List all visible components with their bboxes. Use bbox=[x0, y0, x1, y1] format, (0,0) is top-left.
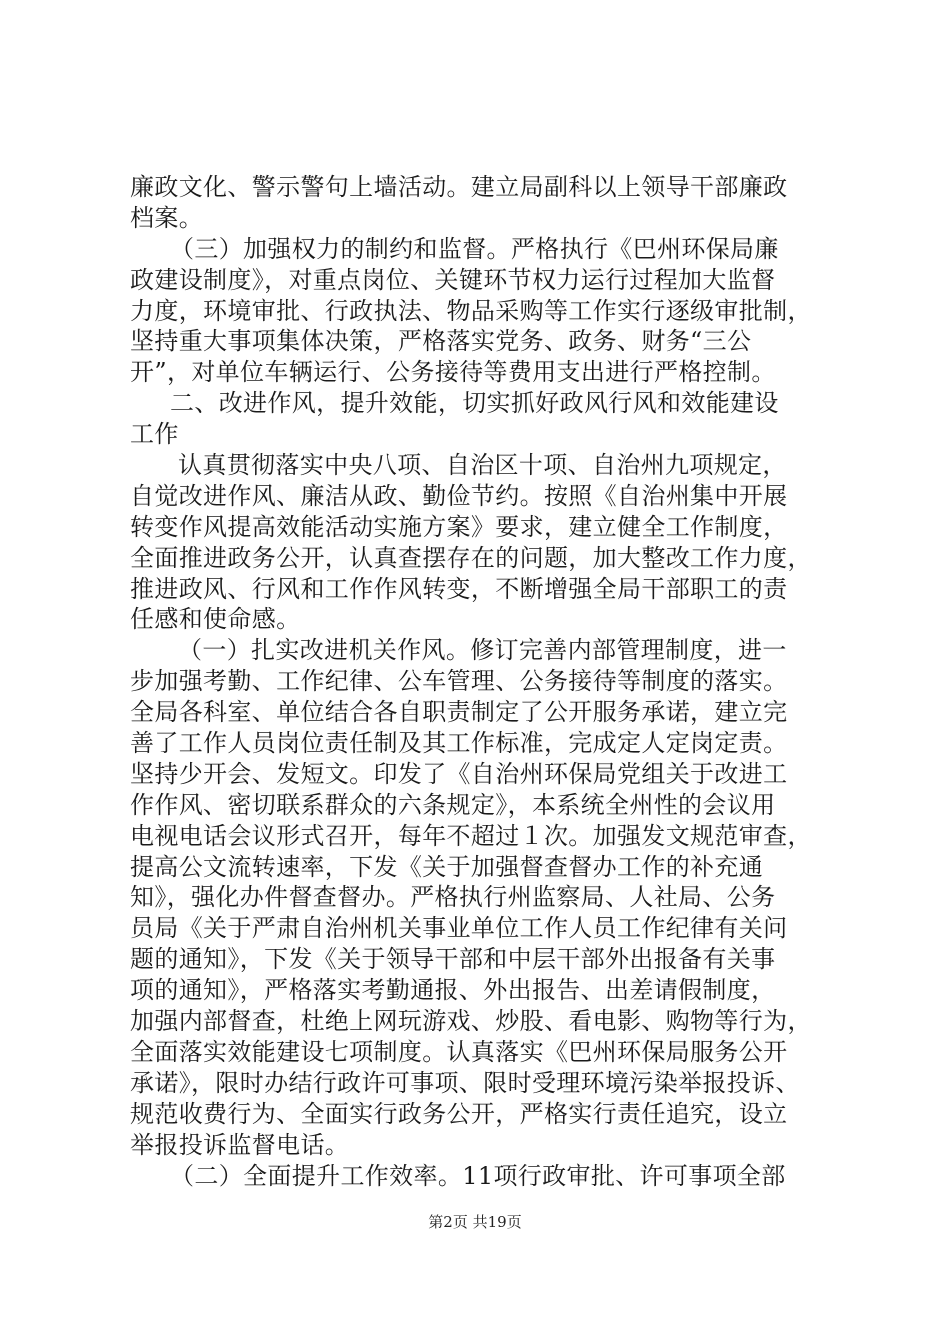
text-line: 档案。 bbox=[130, 203, 204, 232]
text-line: 政建设制度》，对重点岗位、关键环节权力运行过程加大监督 bbox=[130, 265, 776, 294]
text-line: 坚持少开会、发短文。印发了《自治州环保局党组关于改进工 bbox=[130, 759, 788, 788]
text-line: （二）全面提升工作效率。11项行政审批、许可事项全部 bbox=[170, 1161, 786, 1190]
text-line: 步加强考勤、工作纪律、公车管理、公务接待等制度的落实。 bbox=[130, 667, 788, 696]
text-line: 全局各科室、单位结合各自职责制定了公开服务承诺，建立完 bbox=[130, 698, 788, 727]
text-line: 项的通知》，严格落实考勤通报、外出报告、出差请假制度， bbox=[130, 976, 776, 1005]
text-line: 开”，对单位车辆运行、公务接待等费用支出进行严格控制。 bbox=[130, 358, 776, 387]
page-number-footer: 第2页 共19页 bbox=[428, 1213, 522, 1231]
text-line: 转变作风提高效能活动实施方案》要求，建立健全工作制度， bbox=[130, 512, 788, 541]
text-line: 规范收费行为、全面实行政务公开，严格实行责任追究，设立 bbox=[130, 1099, 788, 1128]
text-line: 电视电话会议形式召开，每年不超过１次。加强发文规范审查， bbox=[130, 821, 812, 850]
text-line: 任感和使命感。 bbox=[130, 605, 301, 634]
text-line: （三）加强权力的制约和监督。严格执行《巴州环保局廉 bbox=[170, 234, 779, 263]
text-line: 廉政文化、警示警句上墙活动。建立局副科以上领导干部廉政 bbox=[130, 173, 788, 201]
text-line: （一）扎实改进机关作风。修订完善内部管理制度，进一 bbox=[178, 636, 787, 665]
text-line: 题的通知》，下发《关于领导干部和中层干部外出报备有关事 bbox=[130, 945, 776, 974]
text-line: 认真贯彻落实中央八项、自治区十项、自治州九项规定， bbox=[178, 451, 787, 480]
text-line: 全面推进政务公开，认真查摆存在的问题，加大整改工作力度， bbox=[130, 543, 812, 572]
text-line: 加强内部督查，杜绝上网玩游戏、炒股、看电影、购物等行为， bbox=[130, 1007, 812, 1036]
text-line: 承诺》，限时办结行政许可事项、限时受理环境污染举报投诉、 bbox=[130, 1068, 800, 1097]
text-line: 坚持重大事项集体决策，严格落实党务、政务、财务“三公 bbox=[130, 327, 752, 356]
text-line: 知》，强化办件督查督办。严格执行州监察局、人社局、公务 bbox=[130, 883, 776, 912]
section-heading-line: 工作 bbox=[130, 420, 179, 449]
text-line: 推进政风、行风和工作作风转变，不断增强全局干部职工的责 bbox=[130, 574, 788, 603]
text-line: 全面落实效能建设七项制度。认真落实《巴州环保局服务公开 bbox=[130, 1037, 788, 1066]
text-line: 力度，环境审批、行政执法、物品采购等工作实行逐级审批制， bbox=[130, 296, 812, 325]
text-line: 举报投诉监督电话。 bbox=[130, 1130, 350, 1159]
text-line: 善了工作人员岗位责任制及其工作标准，完成定人定岗定责。 bbox=[130, 729, 788, 758]
document-body bbox=[130, 172, 850, 1191]
text-line: 提高公文流转速率，下发《关于加强督查督办工作的补充通 bbox=[130, 852, 764, 881]
text-line: 员局《关于严肃自治州机关事业单位工作人员工作纪律有关问 bbox=[130, 914, 788, 943]
section-heading-line: 二、改进作风，提升效能，切实抓好政风行风和效能建设 bbox=[170, 389, 779, 418]
text-line: 作作风、密切联系群众的六条规定》，本系统全州性的会议用 bbox=[130, 790, 776, 819]
text-line: 自觉改进作风、廉洁从政、勤俭节约。按照《自治州集中开展 bbox=[130, 481, 788, 510]
